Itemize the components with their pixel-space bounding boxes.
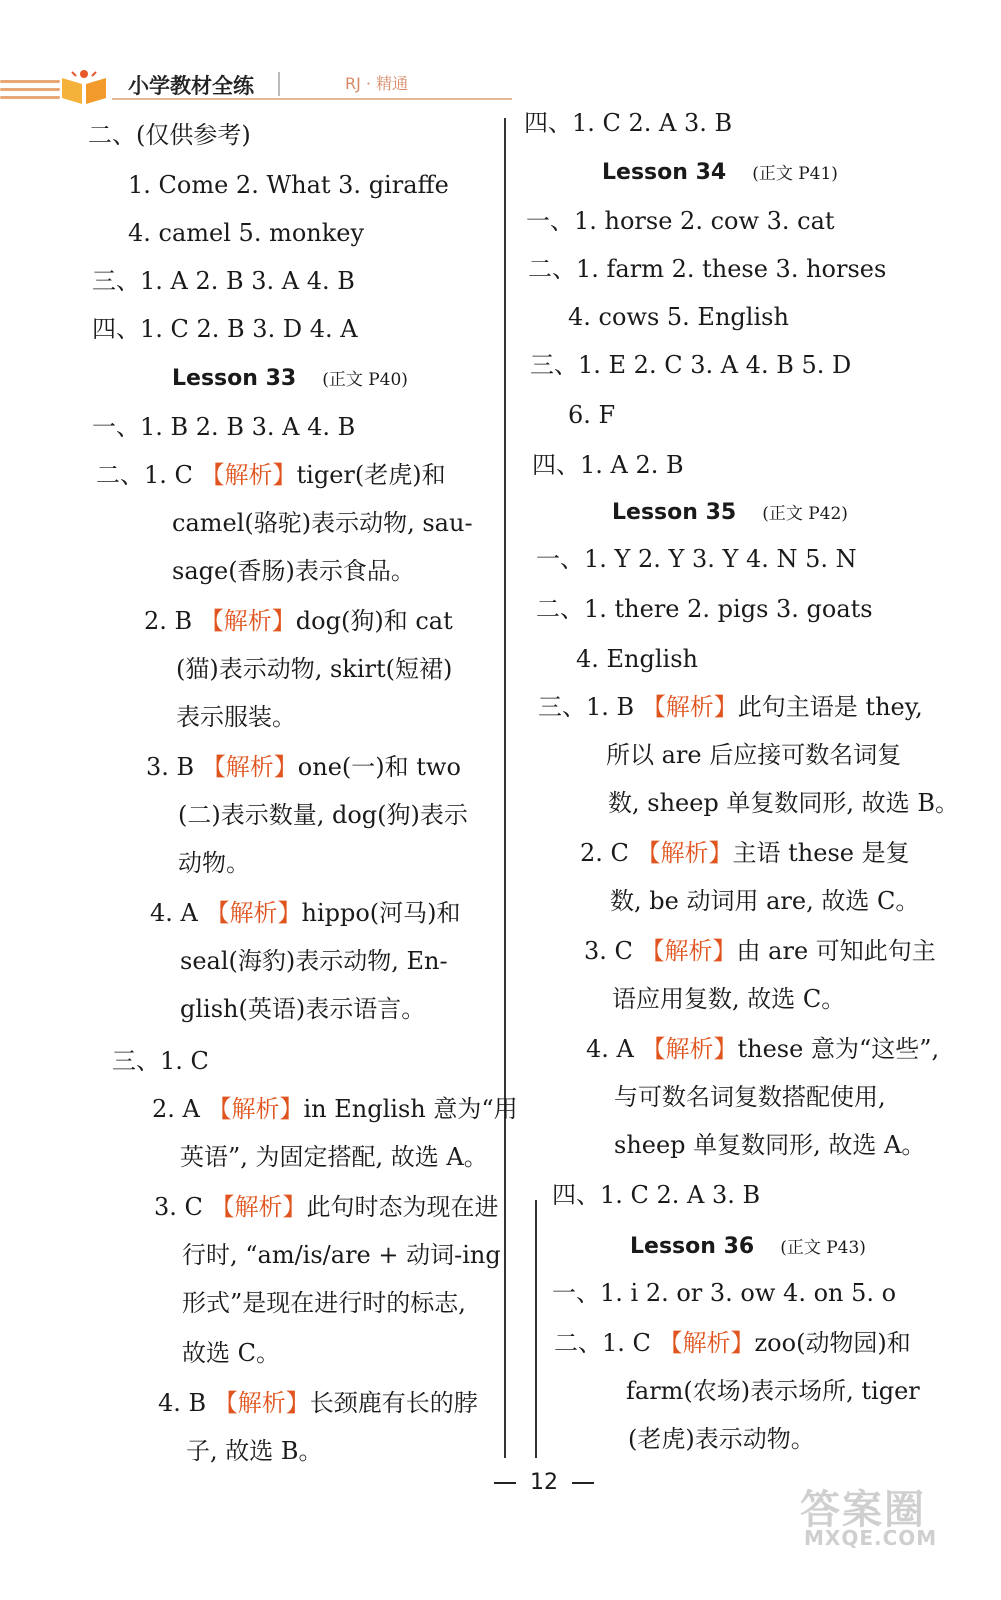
analysis-text: 由 are 可知此句主 (736, 937, 936, 965)
answer-line: 一、1. i 2. or 3. ow 4. on 5. o (552, 1279, 897, 1307)
answer-line: 一、1. Y 2. Y 3. Y 4. N 5. N (536, 545, 857, 573)
answer-line: 4. camel 5. monkey (128, 219, 365, 247)
answer-line (154, 1192, 499, 1222)
footer-dash (572, 1482, 594, 1484)
answer-line (538, 692, 923, 722)
answer-line: farm(农场)表示场所, tiger (626, 1377, 920, 1405)
analysis-text: 长颈鹿有长的脖 (309, 1389, 478, 1417)
answer-line: 英语”, 为固定搭配, 故选 A。 (180, 1143, 488, 1171)
answer-line: (猫)表示动物, skirt(短裙) (176, 655, 453, 683)
textbook-page-ref: (正文 P41) (752, 164, 838, 184)
answer-line: 三、1. A 2. B 3. A 4. B (92, 267, 355, 295)
lesson-heading (172, 364, 408, 395)
lesson-title: Lesson 35 (612, 500, 737, 525)
analysis-text: dog(狗)和 cat (295, 607, 453, 635)
answer-line: 形式”是现在进行时的标志, (182, 1289, 466, 1317)
analysis-text: 主语 these 是复 (732, 839, 910, 867)
answer-line: (老虎)表示动物。 (628, 1425, 815, 1453)
answer-line: 二、(仅供参考) (88, 121, 251, 149)
answer-line (580, 838, 910, 868)
analysis-tag: 【解析】 (641, 693, 738, 721)
textbook-page-ref: (正文 P43) (780, 1238, 866, 1258)
answer-line (144, 606, 453, 636)
lesson-title: Lesson 34 (602, 160, 727, 185)
answer-line (158, 1388, 478, 1418)
watermark (800, 1478, 938, 1550)
answer-line: 动物。 (178, 849, 250, 877)
answer-line: (二)表示数量, dog(狗)表示 (178, 801, 468, 829)
answer-line: 一、1. B 2. B 3. A 4. B (92, 413, 356, 441)
answer-line: 二、1. there 2. pigs 3. goats (536, 595, 873, 623)
answer-line (150, 898, 461, 928)
lesson-heading (602, 158, 838, 189)
page-number: 12 (530, 1470, 558, 1495)
answer-line: 表示服装。 (176, 703, 296, 731)
answer-line: 数, be 动词用 are, 故选 C。 (610, 887, 920, 915)
analysis-tag: 【解析】 (641, 1035, 738, 1063)
answer-number: 2. A (152, 1095, 208, 1123)
answer-number: 4. B (158, 1389, 214, 1417)
answer-number: 二、1. C (554, 1329, 659, 1357)
column-divider (504, 118, 506, 1458)
answer-number: 4. A (586, 1035, 642, 1063)
answer-line: 故选 C。 (182, 1339, 280, 1367)
answer-line: 三、1. C (112, 1047, 209, 1075)
analysis-text: these 意为“这些”, (737, 1035, 940, 1063)
analysis-text: tiger(老虎)和 (296, 461, 446, 489)
analysis-tag: 【解析】 (210, 1193, 307, 1221)
analysis-tag: 【解析】 (199, 607, 296, 635)
answer-line (96, 460, 446, 490)
answer-line: sheep 单复数同形, 故选 A。 (614, 1131, 926, 1159)
answer-line: glish(英语)表示语言。 (180, 995, 426, 1023)
answer-line: sage(香肠)表示食品。 (172, 557, 415, 585)
answer-line: 四、1. C 2. B 3. D 4. A (92, 315, 358, 343)
header-separator (278, 72, 280, 96)
analysis-tag: 【解析】 (658, 1329, 755, 1357)
textbook-page-ref: (正文 P40) (322, 370, 408, 390)
answer-line: camel(骆驼)表示动物, sau- (172, 509, 473, 537)
answer-line: 子, 故选 B。 (186, 1437, 323, 1465)
analysis-tag: 【解析】 (200, 461, 297, 489)
answer-number: 2. C (580, 839, 637, 867)
answer-number: 2. B (144, 607, 200, 635)
answer-line (554, 1328, 911, 1358)
answer-line (152, 1094, 518, 1124)
answer-number: 4. A (150, 899, 206, 927)
answer-line: 4. English (576, 645, 698, 673)
analysis-tag: 【解析】 (213, 1389, 310, 1417)
answer-line (586, 1034, 939, 1064)
answer-line: 四、1. C 2. A 3. B (524, 109, 733, 137)
answer-line (146, 752, 461, 782)
answer-line: 四、1. A 2. B (532, 451, 684, 479)
watermark-logo-text: 答案圈 (800, 1487, 926, 1533)
analysis-tag: 【解析】 (205, 899, 302, 927)
column-divider-lower (535, 1200, 537, 1458)
answer-line: 四、1. C 2. A 3. B (552, 1181, 761, 1209)
answer-line: 6. F (568, 401, 616, 429)
open-book-icon (58, 66, 110, 106)
book-series-title: 小学教材全练 (128, 74, 254, 98)
analysis-text: in English 意为“用 (303, 1095, 518, 1123)
lesson-title: Lesson 36 (630, 1234, 755, 1259)
answer-number: 三、1. B (538, 693, 642, 721)
answer-line: 所以 are 后应接可数名词复 (606, 741, 902, 769)
lesson-heading (612, 498, 848, 529)
watermark-url: MXQE.COM (804, 1526, 938, 1550)
analysis-tag: 【解析】 (201, 753, 298, 781)
answer-line: 一、1. horse 2. cow 3. cat (526, 207, 835, 235)
textbook-page-ref: (正文 P42) (762, 504, 848, 524)
page-header (0, 62, 520, 112)
answer-line: 与可数名词复数搭配使用, (614, 1083, 886, 1111)
analysis-tag: 【解析】 (207, 1095, 304, 1123)
answer-line: 1. Come 2. What 3. giraffe (128, 171, 449, 199)
answer-number: 二、1. C (96, 461, 201, 489)
page-footer (480, 1470, 608, 1495)
analysis-tag: 【解析】 (640, 937, 737, 965)
edition-label: RJ · 精通 (345, 74, 409, 93)
header-decoration-lines (0, 80, 60, 104)
answer-line: 数, sheep 单复数同形, 故选 B。 (608, 789, 959, 817)
lesson-title: Lesson 33 (172, 366, 297, 391)
answer-number: 3. C (584, 937, 641, 965)
analysis-text: one(一)和 two (297, 753, 461, 781)
answer-line: 语应用复数, 故选 C。 (612, 985, 846, 1013)
answer-number: 3. B (146, 753, 202, 781)
answer-line (584, 936, 936, 966)
answer-line: 4. cows 5. English (568, 303, 789, 331)
analysis-text: zoo(动物园)和 (754, 1329, 911, 1357)
answer-line: 二、1. farm 2. these 3. horses (528, 255, 887, 283)
analysis-text: 此句主语是 they, (737, 693, 923, 721)
footer-dash (494, 1482, 516, 1484)
answer-line: 三、1. E 2. C 3. A 4. B 5. D (530, 351, 852, 379)
header-underline (112, 98, 512, 100)
answer-line: 行时, “am/is/are + 动词-ing (182, 1241, 501, 1269)
analysis-text: 此句时态为现在进 (306, 1193, 499, 1221)
answer-number: 3. C (154, 1193, 211, 1221)
analysis-tag: 【解析】 (636, 839, 733, 867)
lesson-heading (630, 1232, 866, 1263)
analysis-text: hippo(河马)和 (301, 899, 461, 927)
answer-line: seal(海豹)表示动物, En- (180, 947, 448, 975)
